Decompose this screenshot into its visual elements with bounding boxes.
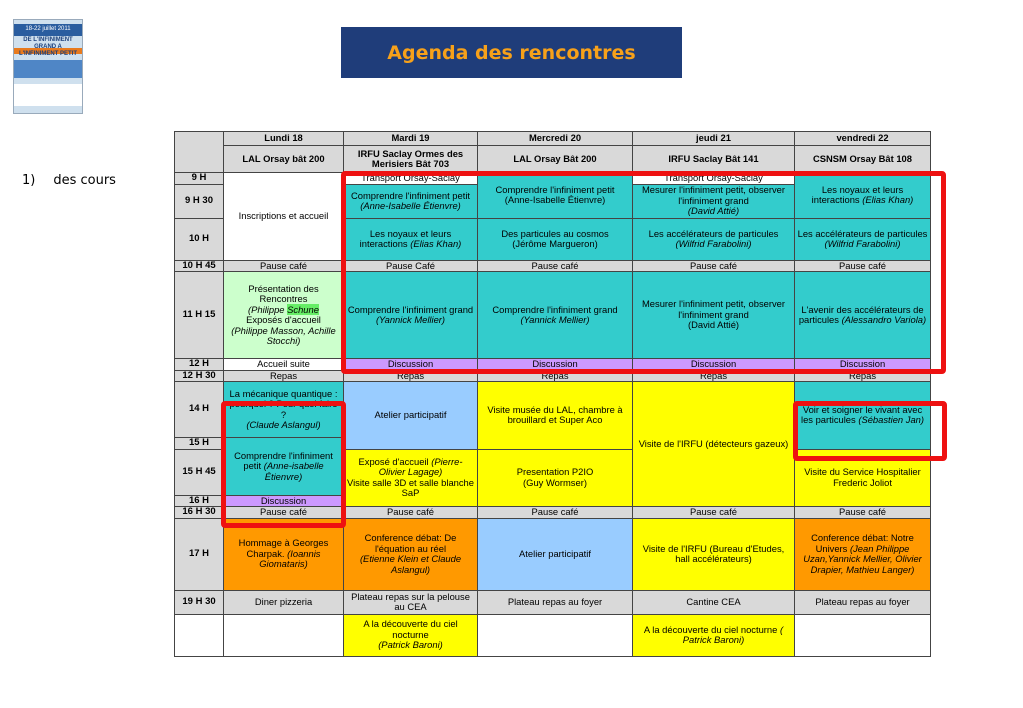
cell-fri-hopital: Visite du Service Hospitalier Frederic Joliot xyxy=(795,449,931,507)
session-speaker: (Jérôme Margueron) xyxy=(512,238,598,249)
corner-cell xyxy=(175,132,224,173)
cell-repas: Repas xyxy=(795,370,931,382)
time-cell: 12 H xyxy=(175,359,224,371)
time-cell: 9 H 30 xyxy=(175,184,224,218)
table-row xyxy=(175,382,931,438)
cell-empty xyxy=(224,614,344,656)
session-title: Mesurer l'infiniment petit, observer l'infiniment grand xyxy=(642,298,785,320)
table-row xyxy=(175,260,931,272)
session-title: Comprendre l'infiniment grand xyxy=(347,303,474,315)
cell-mon-comp xyxy=(224,438,344,496)
cell-pause: Pause café xyxy=(224,260,344,272)
cell-wed-cosmos xyxy=(478,218,633,260)
day-header: jeudi 21 xyxy=(633,132,795,146)
session-title: Exposé d'accueil xyxy=(358,455,429,467)
poster-thumbnail xyxy=(13,19,83,114)
table-row xyxy=(175,518,931,590)
cell-thu-cantine: Cantine CEA xyxy=(633,590,795,614)
cell-mon-meca xyxy=(224,382,344,438)
session-speaker: (Elias Khan) xyxy=(410,238,462,249)
cell-wed-grand xyxy=(478,272,633,359)
time-cell: 11 H 15 xyxy=(175,272,224,359)
session-title: Conference débat: Notre Univers xyxy=(811,532,914,554)
place-header: LAL Orsay bât 200 xyxy=(224,146,344,173)
cell-thu-transport: Transport Orsay-Saclay xyxy=(633,173,795,185)
session-speaker: (Anne-Isabelle Étienvre) xyxy=(360,200,461,211)
place-header: CSNSM Orsay Bât 108 xyxy=(795,146,931,173)
day-header: vendredi 22 xyxy=(795,132,931,146)
cell-tue-comp xyxy=(344,184,478,218)
cell-thu-mesurer2 xyxy=(633,272,795,359)
table-row xyxy=(175,359,931,371)
cell-discussion: Discussion xyxy=(795,359,931,371)
session-title: Des particules au cosmos xyxy=(501,227,609,239)
day-header: Lundi 18 xyxy=(224,132,344,146)
time-cell: 15 H 45 xyxy=(175,449,224,495)
session-speaker: (Sébastien Jan) xyxy=(858,414,924,426)
time-cell: 10 H xyxy=(175,218,224,260)
cell-mon-accueil-suite: Accueil suite xyxy=(224,359,344,371)
session-speaker: (Wilfrid Farabolini) xyxy=(675,238,752,249)
session-title: A la découverte du ciel nocturne xyxy=(643,623,778,635)
session-speaker: (Ioannis Giomataris) xyxy=(259,547,321,570)
session-title: Les accélérateurs de particules xyxy=(648,227,779,239)
time-cell: 16 H 30 xyxy=(175,507,224,519)
cell-tue-grand xyxy=(344,272,478,359)
session-speaker: (Jean Philippe Uzan,Yannick Mellier, Olivier Drapier, Mathieu Langer) xyxy=(803,542,922,575)
session-title: Les accélérateurs de particules xyxy=(797,227,928,239)
cell-tue-expose xyxy=(344,449,478,507)
cell-wed-p2io xyxy=(478,449,633,507)
cell-repas: Repas xyxy=(633,370,795,382)
cell-pause: Pause café xyxy=(795,260,931,272)
session-speaker: (Pierre-Olivier Lagage) xyxy=(378,455,463,478)
time-cell: 14 H xyxy=(175,382,224,438)
cell-discussion: Discussion xyxy=(344,359,478,371)
cell-mon-hommage xyxy=(224,518,344,590)
cell-pause: Pause café xyxy=(795,507,931,519)
session-speaker: (David Attié) xyxy=(687,205,740,217)
session-title: Les noyaux et leurs interactions xyxy=(359,227,452,249)
table-row xyxy=(175,272,931,359)
session-title: A la découverte du ciel nocturne xyxy=(363,618,458,640)
session-speaker: (Claude Aslangul) xyxy=(246,419,321,430)
table-row xyxy=(175,173,931,185)
cell-pause: Pause café xyxy=(224,507,344,519)
header-row-places xyxy=(175,146,931,173)
poster-title: DE L'INFINIMENT GRAND A L'INFINIMENT PETIT xyxy=(18,37,78,57)
session-title: Voir et soigner le vivant avec les particules xyxy=(801,403,923,426)
session-title: Exposés d'accueil xyxy=(246,314,321,325)
session-speaker: (Guy Wormser) xyxy=(523,476,587,488)
session-speaker: (Philippe xyxy=(248,303,288,315)
session-title: Comprendre l'infiniment petit xyxy=(350,189,471,201)
poster-date: 18-22 juillet 2011 xyxy=(25,26,71,32)
time-cell: 15 H xyxy=(175,438,224,450)
cell-tue-atelier: Atelier participatif xyxy=(344,382,478,450)
session-speaker: (Elias Khan) xyxy=(862,194,914,206)
session-speaker: (Yannick Mellier) xyxy=(375,314,446,325)
session-title: Mesurer l'infiniment petit, observer l'infiniment grand xyxy=(642,184,785,206)
cell-empty xyxy=(795,614,931,656)
cell-repas: Repas xyxy=(224,370,344,382)
session-title: La mécanique quantique : pourquoi ? Pour quoi faire ? xyxy=(229,387,338,420)
session-speaker: (David Attié) xyxy=(687,319,740,331)
session-speaker: (Philippe Masson, Achille Stocchi) xyxy=(231,324,336,346)
session-speaker: Schune xyxy=(287,303,319,315)
cell-fri-accel xyxy=(795,218,931,260)
session-title: L'avenir des accélérateurs de particules xyxy=(798,303,924,325)
place-header: IRFU Saclay Bât 141 xyxy=(633,146,795,173)
cell-thu-visite2: Visite de l'IRFU (Bureau d'Etudes, hall accélérateurs) xyxy=(633,518,795,590)
session-speaker: ( Patrick Baroni) xyxy=(682,623,784,645)
session-title: Présentation des Rencontres xyxy=(248,282,319,304)
cell-wed-plateau: Plateau repas au foyer xyxy=(478,590,633,614)
table-row xyxy=(175,507,931,519)
cell-pause: Pause café xyxy=(633,260,795,272)
cell-fri-conf xyxy=(795,518,931,590)
time-cell: 12 H 30 xyxy=(175,370,224,382)
session-speaker: (Etienne Klein et Claude Aslangul) xyxy=(359,553,462,575)
session-title: Visite salle 3D et salle blanche SaP xyxy=(347,476,474,499)
section-label xyxy=(22,173,116,188)
cell-tue-noyaux xyxy=(344,218,478,260)
page-title-banner xyxy=(341,27,682,78)
cell-empty xyxy=(478,614,633,656)
header-row-days xyxy=(175,132,931,146)
session-title: Presentation P2IO xyxy=(516,466,594,478)
agenda-table xyxy=(174,131,931,657)
session-title: Conference débat: De l'équation au réel xyxy=(364,532,457,554)
time-cell: 19 H 30 xyxy=(175,590,224,614)
cell-pause: Pause café xyxy=(478,507,633,519)
cell-pause: Pause café xyxy=(344,507,478,519)
cell-tue-ciel xyxy=(344,614,478,656)
cell-repas: Repas xyxy=(478,370,633,382)
cell-pause: Pause Café xyxy=(344,260,478,272)
cell-fri-avenir xyxy=(795,272,931,359)
time-cell: 17 H xyxy=(175,518,224,590)
table-row xyxy=(175,370,931,382)
session-speaker: (Anne-isabelle Étienvre) xyxy=(263,460,324,482)
session-title: Comprendre l'infiniment petit xyxy=(495,183,615,195)
cell-tue-plateau: Plateau repas sur la pelouse au CEA xyxy=(344,590,478,614)
cell-wed-musee: Visite musée du LAL, chambre à brouillard et Super Aco xyxy=(478,382,633,450)
cell-discussion: Discussion xyxy=(224,495,344,507)
session-speaker: (Alessandro Variola) xyxy=(841,314,927,325)
session-title: Hommage à Georges Charpak. xyxy=(238,537,329,559)
cell-thu-ciel xyxy=(633,614,795,656)
cell-tue-transport: Transport Orsay-Saclay xyxy=(344,173,478,185)
cell-thu-accel xyxy=(633,218,795,260)
day-header: Mardi 19 xyxy=(344,132,478,146)
cell-tue-conf xyxy=(344,518,478,590)
table-row xyxy=(175,590,931,614)
session-speaker: (Anne-Isabelle Étienvre) xyxy=(504,194,606,206)
session-title: Les noyaux et leurs interactions xyxy=(811,183,904,206)
cell-mon-diner: Diner pizzeria xyxy=(224,590,344,614)
cell-repas: Repas xyxy=(344,370,478,382)
session-speaker: (Yannick Mellier) xyxy=(520,314,590,325)
day-header: Mercredi 20 xyxy=(478,132,633,146)
time-cell-empty xyxy=(175,614,224,656)
section-number: 1) xyxy=(22,173,36,188)
cell-pause: Pause café xyxy=(478,260,633,272)
cell-discussion: Discussion xyxy=(633,359,795,371)
cell-mon-presentation xyxy=(224,272,344,359)
time-cell: 9 H xyxy=(175,173,224,185)
cell-mon-inscriptions: Inscriptions et accueil xyxy=(224,173,344,261)
place-header: IRFU Saclay Ormes des Merisiers Bât 703 xyxy=(344,146,478,173)
table-row xyxy=(175,614,931,656)
time-cell: 10 H 45 xyxy=(175,260,224,272)
page-title: Agenda des rencontres xyxy=(387,41,636,64)
cell-pause: Pause café xyxy=(633,507,795,519)
cell-fri-noyaux xyxy=(795,173,931,219)
cell-thu-visite: Visite de l'IRFU (détecteurs gazeux) xyxy=(633,382,795,507)
cell-discussion: Discussion xyxy=(478,359,633,371)
cell-wed-comp xyxy=(478,173,633,219)
cell-fri-soigner xyxy=(795,382,931,450)
cell-wed-atelier: Atelier participatif xyxy=(478,518,633,590)
session-speaker: (Wilfrid Farabolini) xyxy=(824,238,901,249)
session-speaker: (Patrick Baroni) xyxy=(378,639,443,651)
session-title: Comprendre l'infiniment grand xyxy=(492,303,618,315)
session-title: Comprendre l'infiniment petit xyxy=(234,449,333,471)
section-text: des cours xyxy=(53,173,116,188)
cell-thu-mesurer xyxy=(633,184,795,218)
time-cell: 16 H xyxy=(175,495,224,507)
place-header: LAL Orsay Bât 200 xyxy=(478,146,633,173)
cell-fri-plateau: Plateau repas au foyer xyxy=(795,590,931,614)
